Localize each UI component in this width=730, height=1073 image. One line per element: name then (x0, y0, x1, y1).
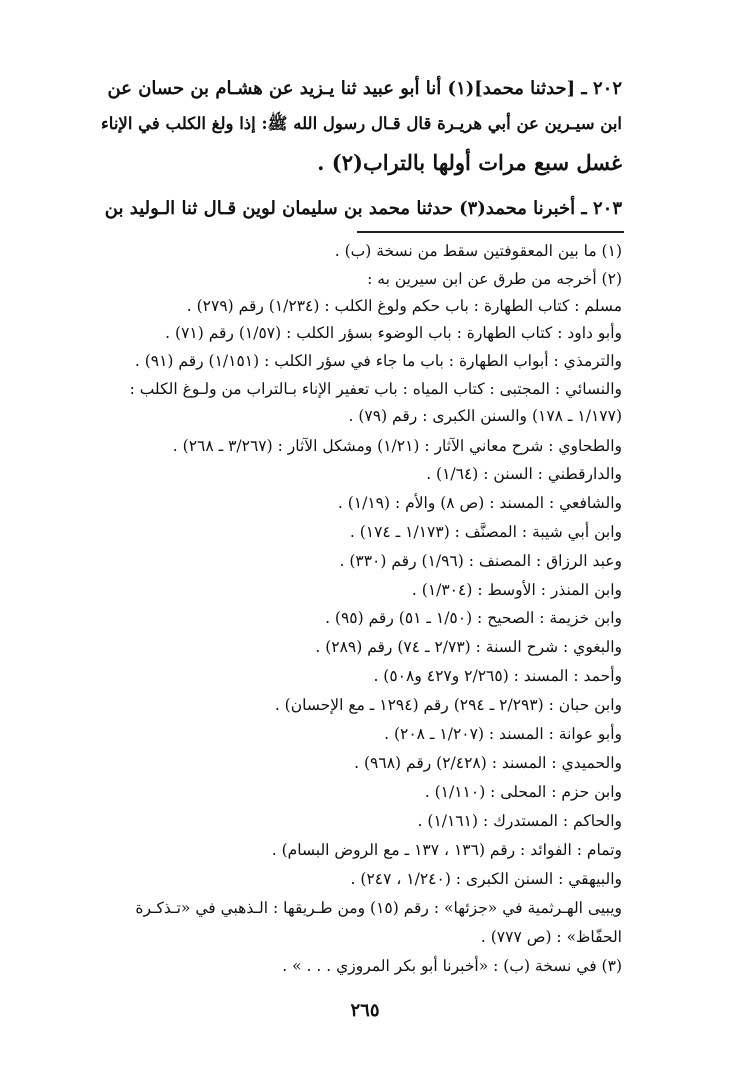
footnote-2-tirmidhi: والترمذي : أبواب الطهارة : باب ما جاء في سؤر الكلب : (١/١٥١) رقم (٩١) . (134, 352, 622, 370)
page-number: ٢٦٥ (350, 1000, 380, 1021)
footnote-2-daraqutni: والدارقطني : السنن : (١/٦٤) . (426, 465, 622, 483)
footnote-1: (١) ما بين المعقوفتين سقط من نسخة (ب) . (334, 242, 622, 260)
footnote-2-ibn-abi-shayba: وابن أبي شيبة : المصنَّف : (١/١٧٣ ـ ١٧٤) . (349, 523, 622, 541)
footnote-2-abu-awana: وأبو عوانة : المسند : (١/٢٠٧ ـ ٢٠٨) . (384, 725, 622, 743)
footnote-2-abd-al-razzaq: وعبد الرزاق : المصنف : (١/٩٦) رقم (٣٣٠) . (339, 552, 622, 570)
footnote-2-harthamiyya-cont: الحفّاظ» : (ص ٧٧٧) . (480, 928, 622, 946)
footnote-2-ibn-hazm: وابن حزم : المحلى : (١/١١٠) . (424, 783, 622, 801)
footnote-2: (٢) أخرجه من طرق عن ابن سيرين به : (367, 270, 622, 288)
hadith-202-line-1: ٢٠٢ ـ [حدثنا محمد](١) أنا أبو عبيد ثنا يـزيد عن هشـام بن حسان عن (107, 78, 622, 99)
hadith-203-line-1: ٢٠٣ ـ أخبرنا محمد(٣) حدثنا محمد بن سليمان لوين قـال ثنا الـوليد بن (104, 198, 622, 219)
footnote-2-shafii: والشافعي : المسند : (ص ٨) والأم : (١/١٩) . (337, 494, 622, 512)
footnote-separator (357, 231, 624, 233)
footnote-2-harthamiyya: ويبيى الهـرثمية في «جزئها» : رقم (١٥) ومن طـريقها : الـذهبي في «تـذكـرة (135, 899, 622, 917)
footnote-2-ibn-hibban: وابن حبان : (٢/٢٩٣ ـ ٢٩٤) رقم (١٢٩٤ ـ مع الإحسان) . (274, 696, 622, 714)
footnote-2-nasai: والنسائي : المجتبى : كتاب المياه : باب تعفير الإناء بـالتراب من ولـوغ الكلب : (129, 380, 622, 398)
footnote-2-nasai-cont: (١/١٧٧ ـ ١٧٨) والسنن الكبرى : رقم (٧٩) . (348, 407, 622, 425)
footnote-2-hakim: والحاكم : المستدرك : (١/١٦١) . (417, 812, 622, 830)
footnote-3: (٣) في نسخة (ب) : «أخبرنا أبو بكر المروزي . . . » . (282, 957, 622, 975)
footnote-2-tammam: وتمام : الفوائد : رقم (١٣٦ ، ١٣٧ ـ مع الروض البسام) . (271, 841, 622, 859)
footnote-2-humaydi: والحميدي : المسند : (٢/٤٢٨) رقم (٩٦٨) . (354, 754, 622, 772)
hadith-202-line-3: غسل سبع مرات أولها بالتراب(٢) . (317, 150, 622, 175)
footnote-2-muslim: مسلم : كتاب الطهارة : باب حكم ولوغ الكلب : (١/٢٣٤) رقم (٢٧٩) . (186, 297, 622, 315)
footnote-2-abu-dawud: وأبو داود : كتاب الطهارة : باب الوضوء بسؤر الكلب : (١/٥٧) رقم (٧١) . (165, 324, 622, 342)
footnote-2-bayhaqi: والبيهقي : السنن الكبرى : (١/٢٤٠ ، ٢٤٧) . (350, 870, 622, 888)
footnote-2-ibn-al-mundhir: وابن المنذر : الأوسط : (١/٣٠٤) . (411, 581, 622, 599)
hadith-202-line-2: ابن سيـرين عن أبي هريـرة قال قـال رسول الله ﷺ: إذا ولغ الكلب في الإناء (101, 114, 622, 133)
footnote-2-baghawi: والبغوي : شرح السنة : (٢/٧٣ ـ ٧٤) رقم (٢٨٩) . (315, 638, 622, 656)
footnote-2-ahmad: وأحمد : المسند : (٢/٢٦٥ و٤٢٧ و٥٠٨) . (373, 667, 622, 685)
footnote-2-tahawi: والطحاوي : شرح معاني الآثار : (١/٢١) ومشكل الآثار : (٣/٢٦٧ ـ ٢٦٨) . (172, 437, 622, 455)
footnote-2-ibn-khuzayma: وابن خزيمة : الصحيح : (١/٥٠ ـ ٥١) رقم (٩٥) . (325, 609, 622, 627)
